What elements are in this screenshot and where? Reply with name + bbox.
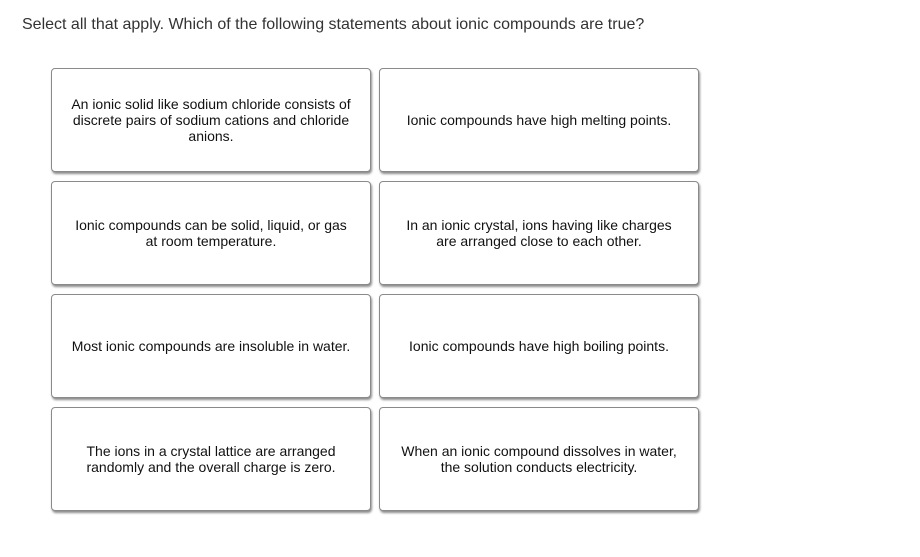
answer-option-1-text: An ionic solid like sodium chloride consists of discrete pairs of sodium cations and chloride anions. (71, 96, 351, 144)
answer-option-5[interactable] (51, 294, 371, 398)
answer-option-4[interactable] (379, 181, 699, 285)
answer-option-6-text: Ionic compounds have high boiling points. (409, 338, 669, 354)
answer-option-8[interactable] (379, 407, 699, 511)
answer-option-3[interactable] (51, 181, 371, 285)
answer-option-6[interactable] (379, 294, 699, 398)
answer-option-2-text: Ionic compounds have high melting points. (406, 112, 672, 128)
answer-option-1[interactable] (51, 68, 371, 172)
answer-option-7[interactable] (51, 407, 371, 511)
answer-options-grid (51, 68, 699, 511)
answer-option-4-text: In an ionic crystal, ions having like charges are arranged close to each other. (406, 217, 672, 249)
answer-option-3-text: Ionic compounds can be solid, liquid, or gas at room temperature. (75, 217, 347, 249)
answer-option-2[interactable] (379, 68, 699, 172)
answer-option-5-text: Most ionic compounds are insoluble in water. (71, 338, 351, 354)
answer-option-8-text: When an ionic compound dissolves in water, the solution conducts electricity. (401, 443, 677, 475)
answer-option-7-text: The ions in a crystal lattice are arranged randomly and the overall charge is zero. (86, 443, 336, 475)
question-prompt: Select all that apply. Which of the following statements about ionic compounds are true? (22, 16, 645, 33)
